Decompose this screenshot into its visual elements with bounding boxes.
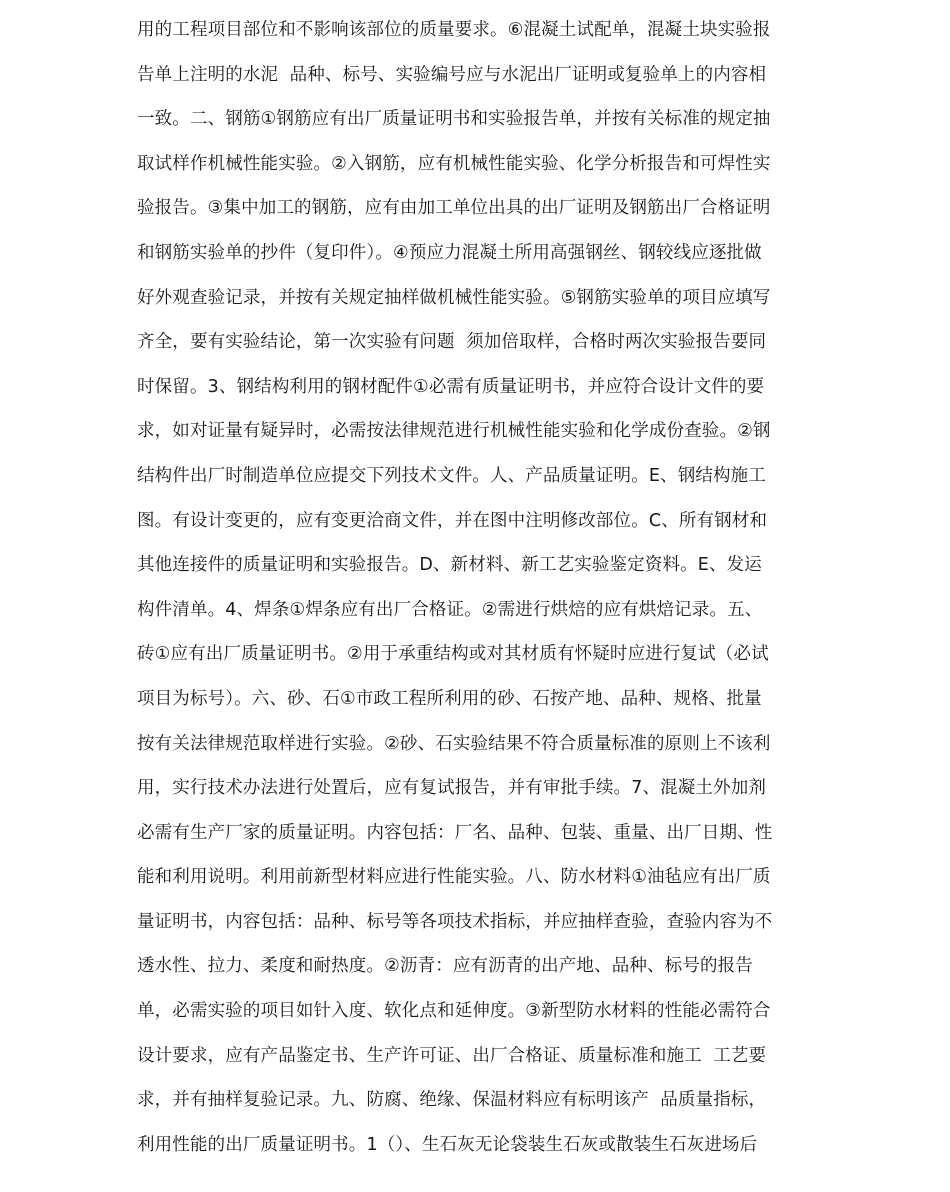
text-line: 告单上注明的水泥 品种、标号、实验编号应与水泥出厂证明或复验单上的内容相	[137, 64, 767, 85]
text-line: 砖①应有出厂质量证明书。②用于承重结构或对其材质有怀疑时应进行复试（必试	[137, 644, 769, 665]
text-line: 验报告。③集中加工的钢筋，应有由加工单位出具的出厂证明及钢筋出厂合格证明	[137, 198, 771, 219]
text-line: 必需有生产厂家的质量证明。内容包括：厂名、品种、包装、重量、出厂日期、性	[137, 822, 773, 843]
text-line: 和钢筋实验单的抄件（复印件）。④预应力混凝土所用高强钢丝、钢较线应逐批做	[137, 242, 762, 263]
text-line: 一致。二、钢筋①钢筋应有出厂质量证明书和实验报告单，并按有关标准的规定抽	[137, 109, 771, 130]
text-line: 项目为标号）。六、砂、石①市政工程所利用的砂、石按产地、品种、规格、批量	[137, 688, 762, 709]
text-line: 按有关法律规范取样进行实验。②砂、石实验结果不符合质量标准的原则上不该利	[137, 733, 771, 754]
text-line: 图。有设计变更的，应有变更洽商文件，并在图中注明修改部位。C、所有钢材和	[137, 510, 768, 531]
text-line: 用的工程项目部位和不影响该部位的质量要求。⑥混凝土试配单，混凝土块实验报	[137, 20, 771, 40]
text-line: 构件清单。4、焊条①焊条应有出厂合格证。②需进行烘焙的应有烘焙记录。五、	[137, 599, 763, 620]
text-line: 能和利用说明。利用前新型材料应进行性能实验。八、防水材料①油毡应有出厂质	[137, 867, 771, 888]
text-line: 其他连接件的质量证明和实验报告。D、新材料、新工艺实验鉴定资料。E、发运	[137, 555, 762, 576]
text-line: 设计要求，应有产品鉴定书、生产许可证、出厂合格证、质量标准和施工 工艺要	[137, 1045, 767, 1066]
text-line: 求，如对证量有疑异时，必需按法律规范进行机械性能实验和化学成份查验。②钢	[137, 421, 771, 442]
text-line: 齐全，要有实验结论，第一次实验有问题 须加倍取样，合格时两次实验报告要同	[137, 332, 767, 353]
text-line: 用，实行技术办法进行处置后，应有复试报告，并有审批手续。7、混凝土外加剂	[137, 778, 767, 799]
text-line: 时保留。3、钢结构利用的钢材配件①必需有质量证明书，并应符合设计文件的要	[137, 376, 765, 397]
text-line: 量证明书，内容包括：品种、标号等各项技术指标，并应抽样查验，查验内容为不	[137, 911, 773, 932]
text-line: 单，必需实验的项目如针入度、软化点和延伸度。③新型防水材料的性能必需符合	[137, 1001, 771, 1022]
text-line: 透水性、拉力、柔度和耐热度。②沥青：应有沥青的出产地、品种、标号的报告	[137, 956, 753, 977]
text-line: 结构件出厂时制造单位应提交下列技术文件。人、产品质量证明。E、钢结构施工	[137, 465, 766, 486]
text-line: 好外观查验记录，并按有关规定抽样做机械性能实验。⑤钢筋实验单的项目应填写	[137, 287, 771, 308]
body-text	[137, 8, 817, 1167]
text-line: 取试样作机械性能实验。②入钢筋，应有机械性能实验、化学分析报告和可焊性实	[137, 153, 771, 174]
text-line: 利用性能的出厂质量证明书。1（）、生石灰无论袋装生石灰或散装生石灰进场后	[137, 1134, 758, 1155]
text-line: 求，并有抽样复验记录。九、防腐、绝缘、保温材料应有标明该产 品质量指标，	[137, 1090, 767, 1111]
